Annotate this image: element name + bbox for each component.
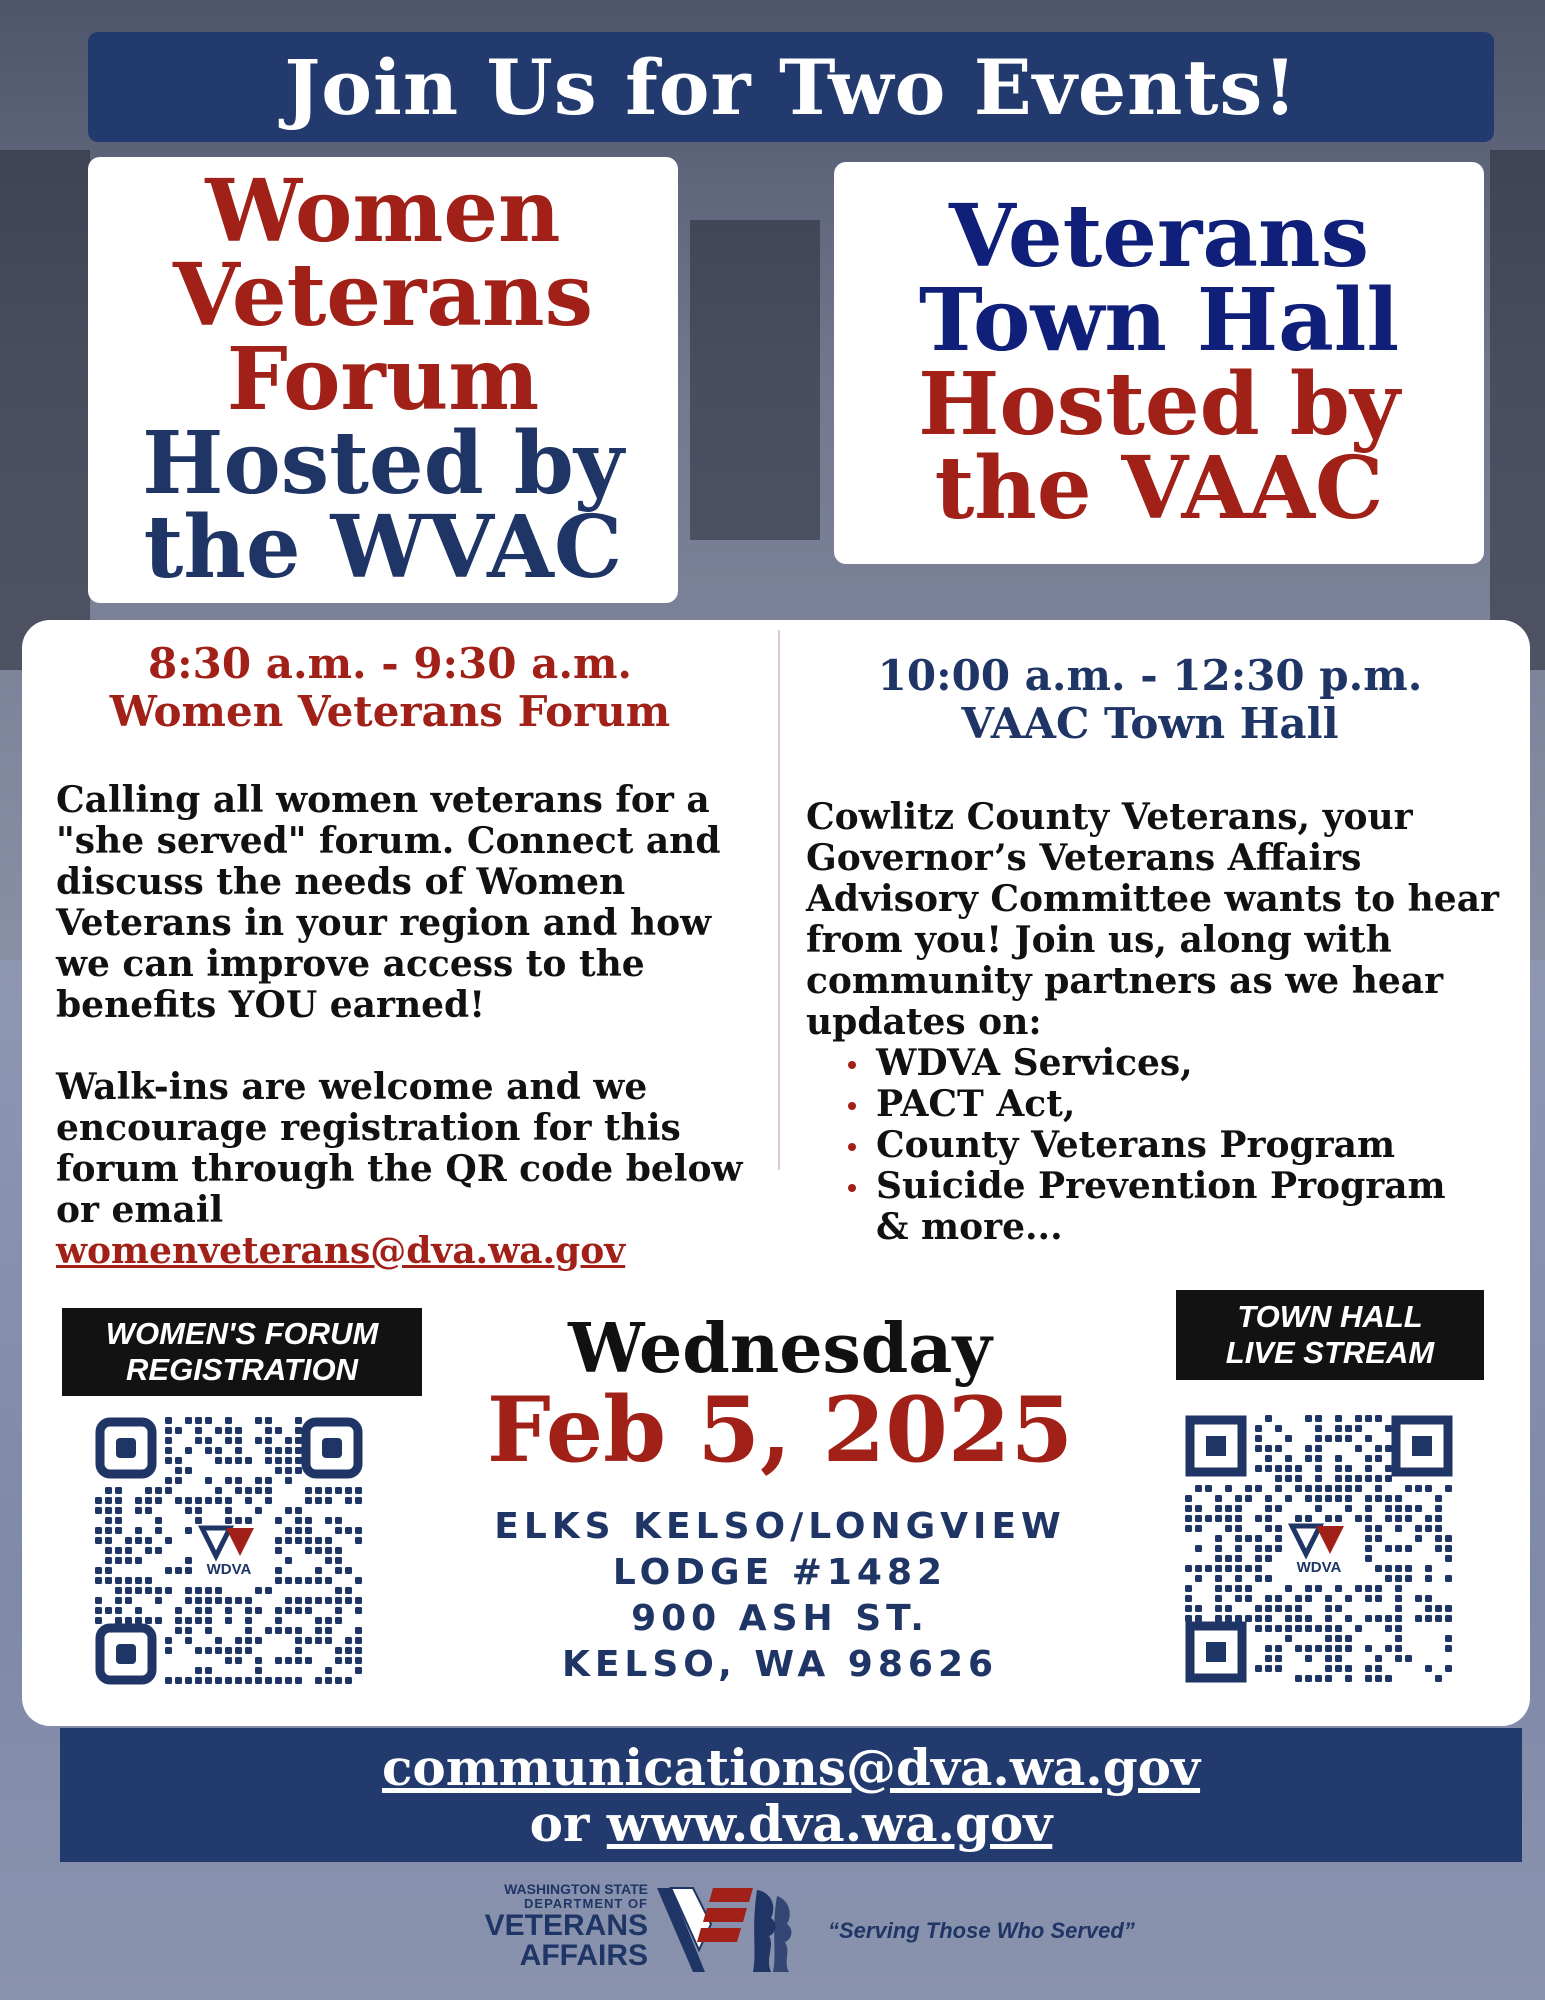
women-forum-title-line: the WVAC (143, 497, 623, 598)
women-forum-title-line: Veterans (173, 245, 593, 346)
list-item: Suicide Prevention Program (876, 1166, 1516, 1207)
qr-label-line: TOWN HALL (1237, 1299, 1423, 1334)
town-hall-description (806, 797, 1516, 1248)
town-hall-name: VAAC Town Hall (961, 699, 1339, 748)
women-forum-schedule (40, 640, 740, 736)
wdva-logo (448, 1880, 1208, 1990)
qr-label-line: LIVE STREAM (1225, 1335, 1435, 1370)
venue-address (430, 1504, 1130, 1688)
event-weekday: Wednesday (568, 1309, 992, 1389)
contact-footer (60, 1728, 1522, 1862)
background-shelf (690, 220, 820, 540)
women-forum-description (56, 780, 756, 1272)
women-forum-qr-code[interactable] (94, 1416, 364, 1686)
list-item: PACT Act, (876, 1084, 1516, 1125)
venue-line: LODGE #1482 (612, 1552, 948, 1593)
website-link[interactable]: www.dva.wa.gov (606, 1794, 1053, 1853)
women-forum-paragraph: Walk-ins are welcome and we encourage registration for this forum through the QR code below or email (56, 1066, 743, 1231)
logo-line: VETERANS (484, 1909, 648, 1942)
town-hall-time: 10:00 a.m. - 12:30 p.m. (877, 651, 1423, 700)
women-forum-registration-label (62, 1308, 422, 1396)
qr-label-line: REGISTRATION (126, 1352, 358, 1387)
venue-line: 900 ASH ST. (631, 1598, 929, 1639)
background-shelf (1490, 150, 1545, 670)
town-hall-topics-list (806, 1043, 1516, 1207)
town-hall-more: & more... (876, 1206, 1063, 1248)
logo-line: DEPARTMENT OF (524, 1896, 648, 1911)
town-hall-title-line: the VAAC (934, 438, 1384, 539)
women-forum-title-line: Hosted by (142, 413, 624, 514)
top-banner (88, 32, 1494, 142)
qr-label-line: WOMEN'S FORUM (105, 1316, 379, 1351)
list-item: WDVA Services, (876, 1043, 1516, 1084)
women-forum-paragraph: Calling all women veterans for a "she served" forum. Connect and discuss the needs of Women Veterans in your region and how we can improve access to the benefits YOU earned! (56, 779, 721, 1026)
event-date (430, 1309, 1130, 1483)
footer-or: or (529, 1794, 590, 1853)
logo-wordmark (448, 1882, 648, 1971)
qr-code-icon (94, 1416, 364, 1686)
qr-logo-text: WDVA (206, 1561, 252, 1578)
wdva-emblem-icon (653, 1880, 813, 1980)
women-forum-title-box (88, 157, 678, 603)
background-shelf (0, 150, 90, 670)
logo-line: AFFAIRS (519, 1939, 648, 1972)
women-forum-title-line: Forum (226, 329, 540, 430)
venue-line: ELKS KELSO/LONGVIEW (494, 1506, 1066, 1547)
list-item: County Veterans Program (876, 1125, 1516, 1166)
communications-email-link[interactable]: communications@dva.wa.gov (381, 1738, 1201, 1797)
logo-line: WASHINGTON STATE (504, 1881, 648, 1897)
women-forum-title-line: Women (205, 161, 561, 262)
qr-logo-text: WDVA (1296, 1559, 1342, 1576)
women-forum-time: 8:30 a.m. - 9:30 a.m. (147, 639, 633, 688)
town-hall-title-line: Town Hall (918, 270, 1400, 371)
town-hall-title-line: Hosted by (918, 354, 1400, 455)
logo-tagline: “Serving Those Who Served” (828, 1918, 1135, 1943)
qr-code-icon (1184, 1414, 1454, 1684)
town-hall-schedule (790, 652, 1510, 748)
town-hall-title-box (834, 162, 1484, 564)
venue-line: KELSO, WA 98626 (561, 1644, 999, 1685)
town-hall-qr-code[interactable] (1184, 1414, 1454, 1684)
banner-title: Join Us for Two Events! (284, 42, 1298, 132)
event-date-text: Feb 5, 2025 (486, 1377, 1074, 1483)
women-veterans-email-link[interactable]: womenveterans@dva.wa.gov (56, 1230, 626, 1272)
town-hall-intro: Cowlitz County Veterans, your Governor’s Veterans Affairs Advisory Committee wants to hear from you! Join us, along with community partners as we hear updates on: (806, 796, 1499, 1043)
town-hall-title-line: Veterans (949, 186, 1369, 287)
town-hall-live-stream-label (1176, 1290, 1484, 1380)
column-divider (778, 630, 780, 1170)
women-forum-name: Women Veterans Forum (109, 687, 671, 736)
